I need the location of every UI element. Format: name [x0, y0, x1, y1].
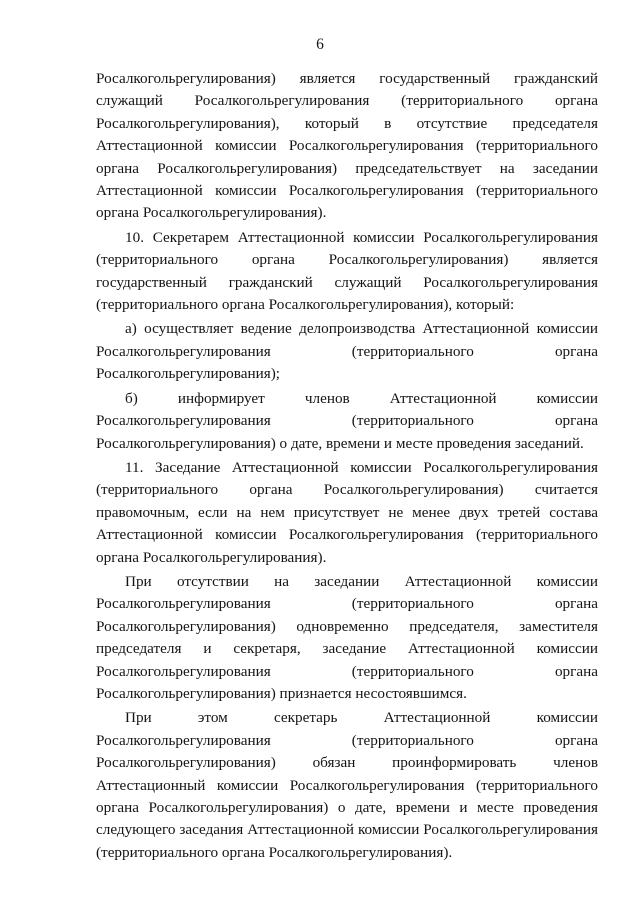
text-line: органа Росалкогольрегулирования) председательствует на заседании — [96, 159, 598, 177]
text-line: Росалкогольрегулирования) обязан проинформировать членов — [96, 754, 598, 772]
text-line: (территориального органа Росалкогольрегулирования). — [96, 843, 453, 861]
paragraph-p6 — [96, 571, 598, 705]
paragraph-p4 — [96, 388, 598, 455]
text-line: Аттестационной комиссии Росалкогольрегулирования (территориального — [96, 137, 598, 155]
text-line: органа Росалкогольрегулирования). — [96, 548, 327, 566]
text-line: Росалкогольрегулирования (территориального органа — [96, 662, 598, 680]
text-line: (территориального органа Росалкогольрегулирования) является — [96, 251, 598, 269]
page-number: 6 — [316, 36, 324, 53]
text-line: следующего заседания Аттестационной комиссии Росалкогольрегулирования — [96, 821, 598, 839]
paragraph-p5 — [96, 457, 598, 569]
text-line: Росалкогольрегулирования) одновременно председателя, заместителя — [96, 617, 598, 635]
text-line: органа Росалкогольрегулирования). — [96, 204, 327, 222]
text-line: Росалкогольрегулирования (территориального органа — [96, 595, 598, 613]
text-line: При отсутствии на заседании Аттестационной комиссии — [125, 572, 598, 590]
text-line: Росалкогольрегулирования (территориального органа — [96, 731, 598, 749]
text-line: председателя и секретаря, заседание Аттестационной комиссии — [96, 640, 598, 658]
paragraph-p3 — [96, 318, 598, 385]
text-line: Росалкогольрегулирования (территориального органа — [96, 412, 598, 430]
text-line: При этом секретарь Аттестационной комиссии — [125, 709, 598, 727]
text-line: 10. Секретарем Аттестационной комиссии Росалкогольрегулирования — [125, 228, 598, 246]
text-line: Росалкогольрегулирования) о дате, времени и месте проведения заседаний. — [96, 434, 584, 452]
text-line: Росалкогольрегулирования); — [96, 365, 280, 383]
text-line: Росалкогольрегулирования) является государственный гражданский — [96, 70, 598, 87]
text-line: органа Росалкогольрегулирования) о дате, времени и месте проведения — [96, 799, 598, 816]
text-line: б) информирует членов Аттестационной комиссии — [125, 389, 598, 407]
text-line: служащий Росалкогольрегулирования (территориального органа — [96, 92, 598, 110]
text-line: Росалкогольрегулирования) признается несостоявшимся. — [96, 684, 467, 702]
text-line: а) осуществляет ведение делопроизводства Аттестационной комиссии — [125, 320, 598, 338]
text-line: Аттестационной комиссии Росалкогольрегулирования (территориального — [96, 526, 598, 544]
document-body — [96, 68, 598, 864]
paragraph-p1 — [96, 68, 598, 225]
paragraph-p2 — [96, 227, 598, 317]
text-line: (территориального органа Росалкогольрегулирования), который: — [96, 296, 515, 314]
text-line: Аттестационной комиссии Росалкогольрегулирования (территориального — [96, 182, 598, 200]
text-line: Росалкогольрегулирования (территориального органа — [96, 342, 598, 360]
text-line: Аттестационный комиссии Росалкогольрегулирования (территориального — [96, 776, 598, 794]
text-line: государственный гражданский служащий Росалкогольрегулирования — [96, 273, 598, 291]
text-line: Росалкогольрегулирования), который в отсутствие председателя — [96, 114, 598, 132]
paragraph-p7 — [96, 707, 598, 864]
text-line: 11. Заседание Аттестационной комиссии Росалкогольрегулирования — [125, 458, 598, 476]
text-line: правомочным, если на нем присутствует не менее двух третей состава — [96, 503, 598, 521]
text-line: (территориального органа Росалкогольрегулирования) считается — [96, 481, 598, 499]
